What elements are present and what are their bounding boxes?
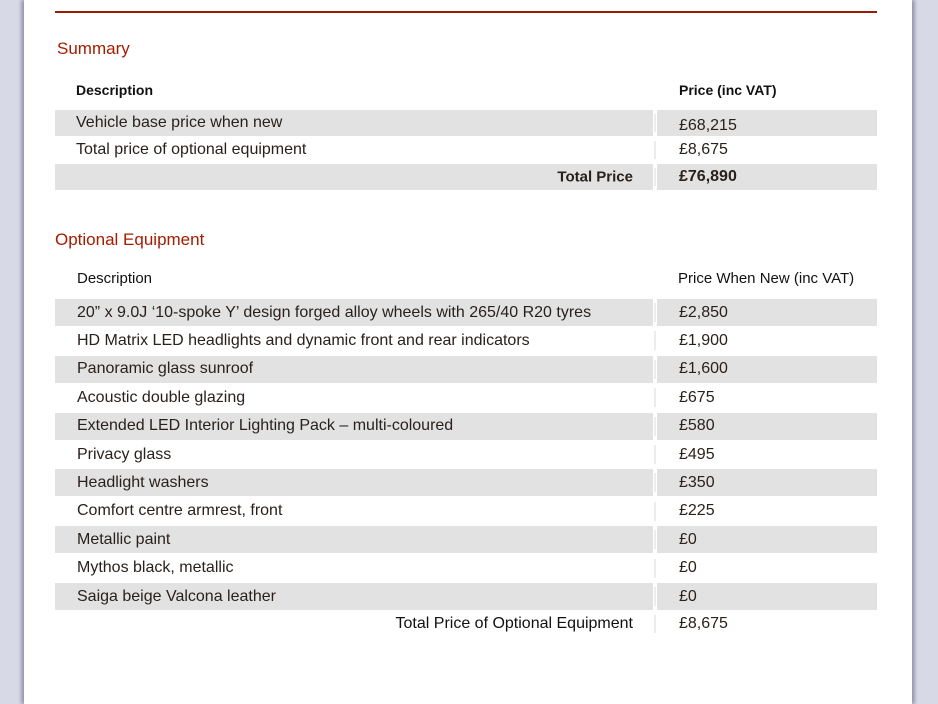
optional-row-price: £495 <box>679 445 715 463</box>
summary-row <box>55 137 877 163</box>
summary-price-header: Price (inc VAT) <box>679 82 777 98</box>
optional-equipment-heading: Optional Equipment <box>55 230 205 249</box>
optional-equipment-row <box>55 384 877 411</box>
optional-row-description: HD Matrix LED headlights and dynamic front and rear indicators <box>77 331 530 349</box>
summary-row-description: Total price of optional equipment <box>76 141 307 158</box>
optional-equipment-row <box>55 413 877 440</box>
summary-total-row <box>55 164 877 190</box>
document-page <box>24 0 912 704</box>
optional-row-price: £225 <box>679 502 715 520</box>
optional-row-description: Comfort centre armrest, front <box>77 502 283 520</box>
optional-row-description: Headlight washers <box>77 473 209 491</box>
optional-row-description: Mythos black, metallic <box>77 559 234 577</box>
optional-row-description: Privacy glass <box>77 445 172 463</box>
optional-equipment-row <box>55 555 877 582</box>
summary-row-description: Vehicle base price when new <box>76 114 283 131</box>
optional-row-description: Extended LED Interior Lighting Pack – multi-coloured <box>77 417 454 435</box>
optional-row-price: £675 <box>679 388 715 406</box>
summary-total-label: Total Price <box>557 168 633 186</box>
optional-row-price: £2,850 <box>679 303 728 321</box>
summary-heading: Summary <box>57 39 130 58</box>
header-divider <box>55 11 877 13</box>
optional-equipment-row <box>55 526 877 553</box>
optional-row-price: £1,600 <box>679 360 728 378</box>
optional-total-label: Total Price of Optional Equipment <box>395 615 633 632</box>
optional-equipment-row <box>55 299 877 326</box>
optional-row-description: Acoustic double glazing <box>77 388 246 406</box>
summary-row-price: £68,215 <box>679 116 737 134</box>
summary-total-price: £76,890 <box>679 168 737 185</box>
optional-price-header: Price When New (inc VAT) <box>678 270 855 287</box>
optional-row-price: £1,900 <box>679 331 728 349</box>
optional-row-description: Panoramic glass sunroof <box>77 360 254 378</box>
summary-row-price: £8,675 <box>679 141 728 158</box>
summary-row <box>55 110 877 136</box>
optional-equipment-row <box>55 441 877 468</box>
optional-total-price: £8,675 <box>679 615 728 632</box>
optional-description-header: Description <box>77 270 153 287</box>
summary-description-header: Description <box>76 82 154 98</box>
optional-equipment-row <box>55 469 877 496</box>
optional-row-price: £350 <box>679 473 715 491</box>
optional-total-row <box>55 611 877 637</box>
optional-row-price: £0 <box>679 559 697 577</box>
optional-row-price: £0 <box>679 530 697 548</box>
optional-row-description: 20” x 9.0J ‘10-spoke Y’ design forged alloy wheels with 265/40 R20 tyres <box>77 303 592 321</box>
optional-equipment-row <box>55 583 877 610</box>
optional-row-description: Saiga beige Valcona leather <box>77 587 276 605</box>
optional-equipment-row <box>55 356 877 383</box>
optional-row-price: £580 <box>679 417 715 435</box>
optional-row-price: £0 <box>679 587 697 605</box>
optional-row-description: Metallic paint <box>77 530 171 548</box>
optional-equipment-row <box>55 498 877 525</box>
optional-equipment-row <box>55 327 877 354</box>
